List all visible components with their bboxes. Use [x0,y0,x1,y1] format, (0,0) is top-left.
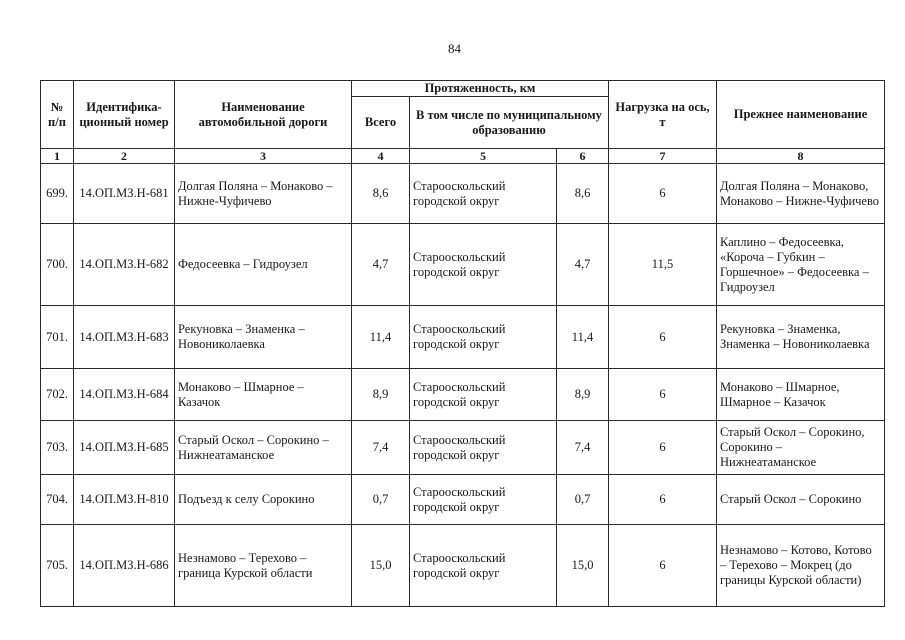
col-number-5: 5 [410,149,557,164]
district-length: 7,4 [557,421,609,475]
previous-name: Незнамово – Котово, Котово – Терехово – Мокрец (до границы Курской области) [717,525,885,607]
header-load: Нагрузка на ось, т [609,81,717,149]
table-row [41,224,885,306]
road-id: 14.ОП.МЗ.Н-685 [74,421,175,475]
previous-name: Долгая Поляна – Монаково, Монаково – Нижне-Чуфичево [717,164,885,224]
road-id: 14.ОП.МЗ.Н-686 [74,525,175,607]
road-total-length: 7,4 [352,421,410,475]
table-row [41,306,885,369]
row-number: 705. [41,525,74,607]
road-name: Подъезд к селу Сорокино [175,475,352,525]
col-number-4: 4 [352,149,410,164]
municipal-district: Старооскольский городской округ [410,475,557,525]
axle-load: 6 [609,306,717,369]
table-row [41,369,885,421]
row-number: 700. [41,224,74,306]
road-name: Монаково – Шмарное – Казачок [175,369,352,421]
district-length: 15,0 [557,525,609,607]
road-name: Незнамово – Терехово – граница Курской области [175,525,352,607]
previous-name: Рекуновка – Знаменка, Знаменка – Новониколаевка [717,306,885,369]
municipal-district: Старооскольский городской округ [410,224,557,306]
row-number: 704. [41,475,74,525]
municipal-district: Старооскольский городской округ [410,306,557,369]
axle-load: 6 [609,525,717,607]
district-length: 0,7 [557,475,609,525]
road-id: 14.ОП.МЗ.Н-683 [74,306,175,369]
axle-load: 6 [609,369,717,421]
row-number: 702. [41,369,74,421]
road-name: Долгая Поляна – Монаково – Нижне-Чуфичево [175,164,352,224]
axle-load: 6 [609,421,717,475]
road-total-length: 0,7 [352,475,410,525]
col-number-2: 2 [74,149,175,164]
district-length: 8,6 [557,164,609,224]
col-number-1: 1 [41,149,74,164]
road-total-length: 11,4 [352,306,410,369]
road-id: 14.ОП.МЗ.Н-684 [74,369,175,421]
municipal-district: Старооскольский городской округ [410,369,557,421]
municipal-district: Старооскольский городской округ [410,164,557,224]
previous-name: Каплино – Федосеевка, «Короча – Губкин – Горшечное» – Федосеевка – Гидроузел [717,224,885,306]
previous-name: Старый Оскол – Сорокино, Сорокино – Нижнеатаманское [717,421,885,475]
road-name: Рекуновка – Знаменка – Новониколаевка [175,306,352,369]
previous-name: Старый Оскол – Сорокино [717,475,885,525]
header-id: Идентифика-ционный номер [74,81,175,149]
axle-load: 6 [609,164,717,224]
axle-load: 11,5 [609,224,717,306]
row-number: 699. [41,164,74,224]
road-name: Старый Оскол – Сорокино – Нижнеатаманское [175,421,352,475]
roads-table [40,80,885,607]
road-name: Федосеевка – Гидроузел [175,224,352,306]
road-total-length: 15,0 [352,525,410,607]
col-number-6: 6 [557,149,609,164]
header-prev: Прежнее наименование [717,81,885,149]
municipal-district: Старооскольский городской округ [410,421,557,475]
road-total-length: 8,9 [352,369,410,421]
municipal-district: Старооскольский городской округ [410,525,557,607]
header-name: Наименование автомобильной дороги [175,81,352,149]
table-row [41,164,885,224]
district-length: 4,7 [557,224,609,306]
col-number-3: 3 [175,149,352,164]
header-num: № п/п [41,81,74,149]
previous-name: Монаково – Шмарное, Шмарное – Казачок [717,369,885,421]
road-id: 14.ОП.МЗ.Н-682 [74,224,175,306]
row-number: 701. [41,306,74,369]
col-number-8: 8 [717,149,885,164]
road-id: 14.ОП.МЗ.Н-681 [74,164,175,224]
table-row [41,421,885,475]
header-total: Всего [352,97,410,149]
road-id: 14.ОП.МЗ.Н-810 [74,475,175,525]
row-number: 703. [41,421,74,475]
header-length-group: Протяженность, км [352,81,609,97]
table-row [41,525,885,607]
district-length: 8,9 [557,369,609,421]
col-number-7: 7 [609,149,717,164]
page-number: 84 [448,41,461,56]
header-municipal: В том числе по муниципальному образованию [410,97,609,149]
road-total-length: 4,7 [352,224,410,306]
district-length: 11,4 [557,306,609,369]
table-row [41,475,885,525]
road-total-length: 8,6 [352,164,410,224]
axle-load: 6 [609,475,717,525]
